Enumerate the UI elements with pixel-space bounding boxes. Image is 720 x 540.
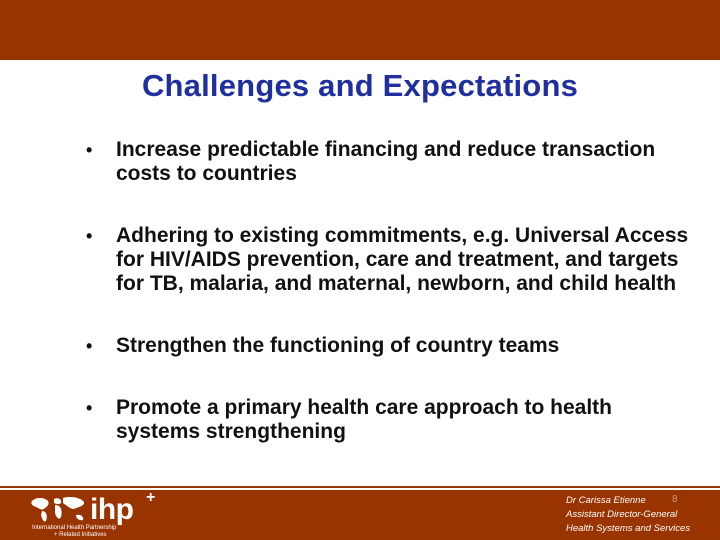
top-color-band bbox=[0, 0, 720, 60]
logo-tagline: International Health Partnership bbox=[32, 525, 117, 531]
ihp-logo bbox=[28, 489, 188, 539]
bullet-item bbox=[86, 138, 696, 186]
logo-plus-mark: + bbox=[146, 489, 156, 506]
bullet-dot-icon: • bbox=[86, 140, 93, 160]
footer-divider bbox=[0, 486, 720, 488]
presenter-cluster: Health Systems and Services bbox=[566, 523, 691, 534]
bullet-item bbox=[86, 396, 696, 444]
bullet-text: Adhering to existing commitments, e.g. Universal Access for HIV/AIDS prevention, care and treatment, and targets for TB, malaria, and maternal, newborn, and child health bbox=[116, 224, 689, 295]
world-map-icon bbox=[28, 493, 88, 525]
bullet-item bbox=[86, 334, 696, 358]
logo-tagline-secondary: + Related Initiatives bbox=[54, 532, 107, 538]
logo-wordmark: ihp bbox=[90, 493, 134, 526]
page-number: 8 bbox=[672, 494, 678, 505]
presenter-role: Assistant Director-General bbox=[566, 509, 678, 520]
bullet-item bbox=[86, 224, 696, 296]
bullet-dot-icon: • bbox=[86, 336, 93, 356]
presenter-name: Dr Carissa Etienne bbox=[566, 495, 646, 506]
bullet-list bbox=[86, 138, 696, 444]
presenter-info bbox=[566, 494, 716, 536]
slide-title: Challenges and Expectations bbox=[141, 68, 579, 103]
bullet-text: Promote a primary health care approach to health systems strengthening bbox=[116, 396, 612, 443]
bullet-dot-icon: • bbox=[86, 398, 93, 418]
bullet-text: Strengthen the functioning of country teams bbox=[116, 334, 560, 357]
bullet-dot-icon: • bbox=[86, 226, 93, 246]
bullet-text: Increase predictable financing and reduce transaction costs to countries bbox=[116, 138, 656, 185]
